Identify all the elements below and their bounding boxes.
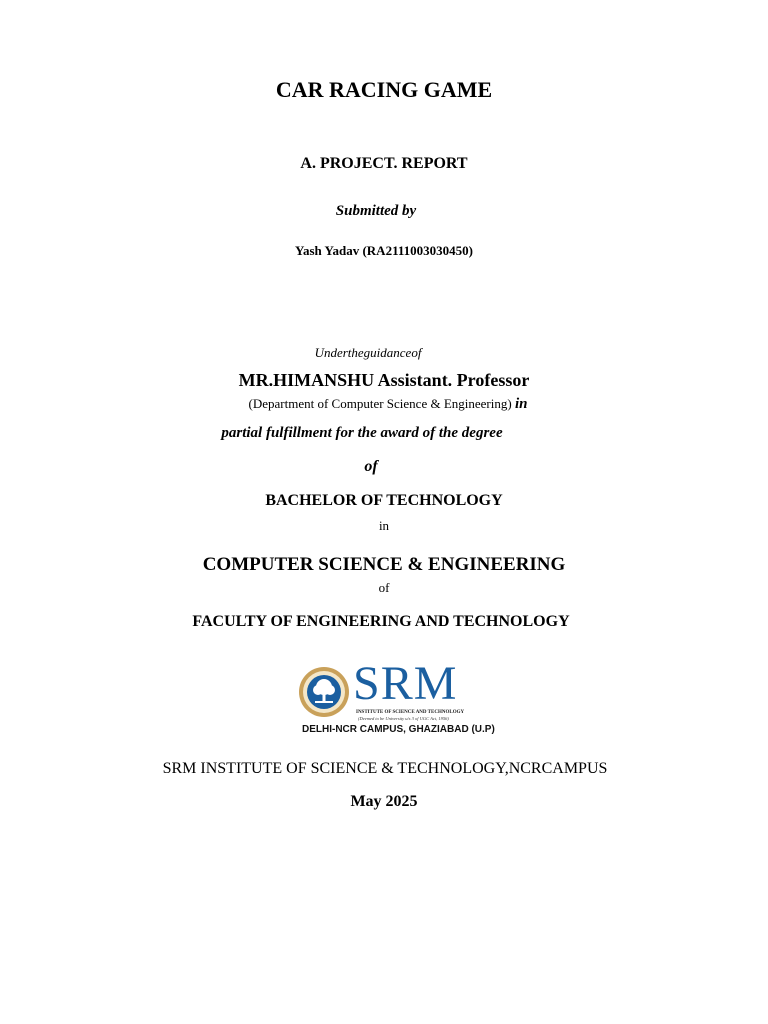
srm-wordmark: SRM [353, 657, 458, 710]
branch-name: COMPUTER SCIENCE & ENGINEERING [202, 554, 566, 575]
logo-campus-line: DELHI-NCR CAMPUS, GHAZIABAD (U.P) [302, 724, 495, 735]
srm-logo [298, 657, 495, 740]
of-connector-plain: of [378, 580, 390, 595]
author-name: Yash Yadav (RA2111003030450) [295, 243, 473, 258]
logo-institute-line: INSTITUTE OF SCIENCE AND TECHNOLOGY [356, 710, 465, 715]
department-line [4, 397, 768, 412]
partial-fulfillment-text: partial fulfillment for the award of the degree [221, 425, 503, 441]
report-title: CAR RACING GAME [275, 77, 493, 102]
report-date: May 2025 [350, 793, 418, 810]
report-subtitle: A. PROJECT. REPORT [300, 155, 468, 172]
guidance-label: Undertheguidanceof [314, 345, 422, 360]
of-connector-italic: of [364, 458, 378, 475]
submitted-by-label: Submitted by [335, 203, 417, 219]
in-connector-plain: in [378, 518, 390, 533]
faculty-name: FACULTY OF ENGINEERING AND TECHNOLOGY [192, 613, 570, 630]
guide-name: MR.HIMANSHU Assistant. Professor [238, 370, 530, 390]
in-connector: in [514, 396, 528, 412]
degree-name: BACHELOR OF TECHNOLOGY [265, 492, 503, 509]
institute-name: SRM INSTITUTE OF SCIENCE & TECHNOLOGY,NCRCAMPUS [162, 760, 608, 777]
srm-seal-icon [298, 666, 350, 718]
logo-deemed-line: (Deemed to be University u/s 3 of UGC Act, 1956) [358, 716, 449, 721]
department-name: (Department of Computer Science & Engineering) [248, 396, 512, 411]
